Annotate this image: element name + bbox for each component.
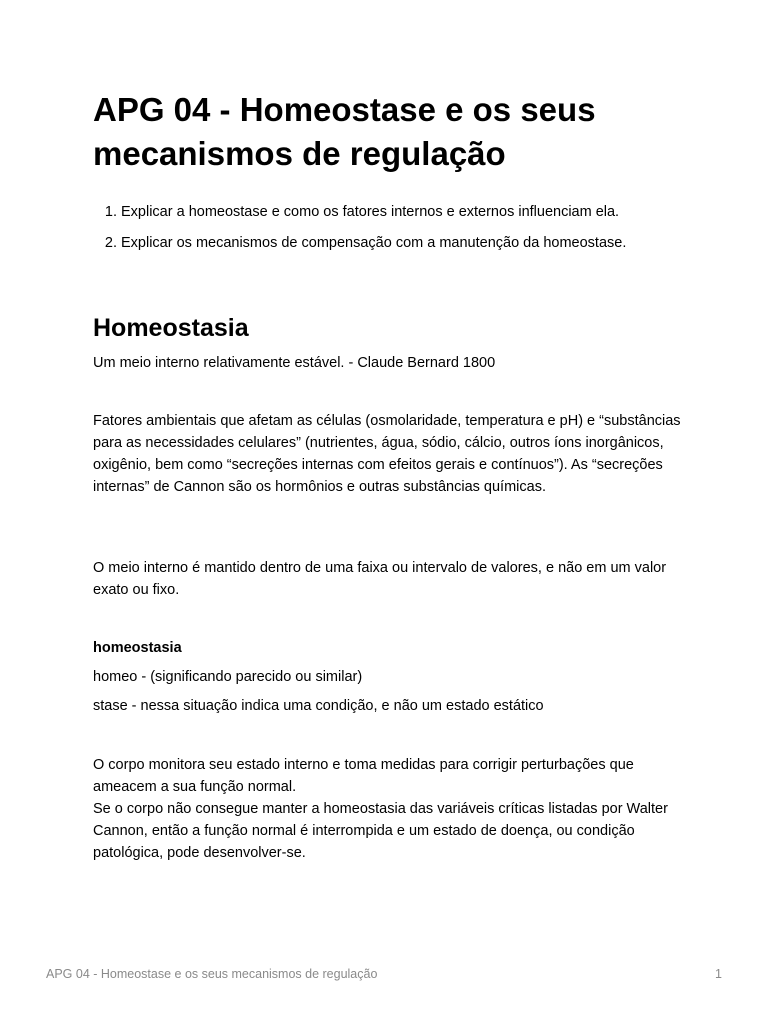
monitor-paragraph-1: O corpo monitora seu estado interno e toma medidas para corrigir perturbações que ameacem a sua função normal. [93, 757, 634, 795]
page-number: 1 [715, 967, 722, 981]
objective-item: 1. Explicar a homeostase e como os fatores internos e externos influenciam ela. [121, 202, 626, 222]
objective-item: 2. Explicar os mecanismos de compensação com a manutenção da homeostase. [121, 233, 626, 253]
range-paragraph: O meio interno é mantido dentro de uma faixa ou intervalo de valores, e não em um valor exato ou fixo. [93, 560, 667, 598]
footer-title: APG 04 - Homeostase e os seus mecanismos de regulação [46, 967, 378, 981]
definition-text: Um meio interno relativamente estável. - Claude Bernard 1800 [93, 355, 496, 371]
term-stase: stase - nessa situação indica uma condição, e não um estado estático [93, 698, 544, 714]
monitor-paragraph-2: Se o corpo não consegue manter a homeostasia das variáveis críticas listadas por Walter Cannon, então a função normal é interrompida e um estado de doença, ou condição patológica, pode desenvolver-se. [93, 801, 668, 861]
term-homeo: homeo - (significando parecido ou similar) [93, 669, 363, 685]
document-title: APG 04 - Homeostase e os seus mecanismos de regulação [93, 91, 596, 172]
factors-paragraph: Fatores ambientais que afetam as células (osmolaridade, temperatura e pH) e “substâncias para as necessidades celulares” (nutrientes, água, sódio, cálcio, outros íons inorgânicos, oxigênio, bem como “secreções internas com efeitos gerais e contínuos”). As “secreções internas” de Cannon são os hormônios e outras substâncias químicas. [93, 413, 681, 495]
section-heading: Homeostasia [93, 314, 249, 342]
objectives-list [93, 202, 626, 264]
term-heading: homeostasia [93, 640, 182, 656]
